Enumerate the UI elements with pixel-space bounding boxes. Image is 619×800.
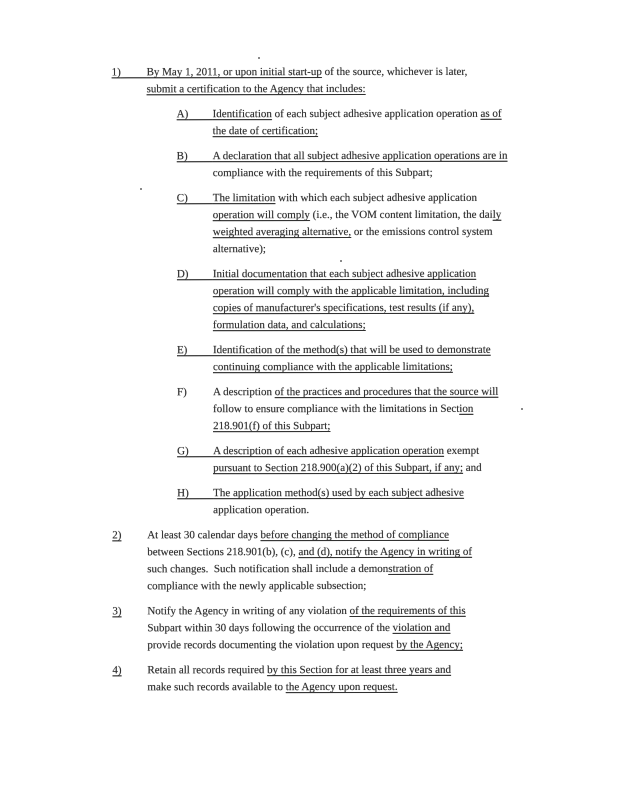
item-marker-label: 1) xyxy=(111,66,121,79)
item-body xyxy=(213,443,482,477)
list-item xyxy=(112,64,582,99)
text-segment: operation will comply xyxy=(212,209,310,222)
text-line xyxy=(147,561,472,578)
text-segment: make such records available to xyxy=(147,681,286,694)
text-line xyxy=(147,81,468,98)
text-segment: A description of each adhesive application operation xyxy=(213,444,445,458)
text-segment: such changes. Such notification shall include a demon xyxy=(147,562,389,576)
text-segment: the Agency upon request. xyxy=(285,680,398,694)
text-segment: or the emissions control system xyxy=(351,225,493,238)
item-body xyxy=(213,190,502,258)
item-marker xyxy=(112,527,147,544)
item-marker-label: A) xyxy=(176,108,189,121)
text-line xyxy=(213,342,491,359)
document-body xyxy=(112,64,583,705)
text-line xyxy=(213,359,491,376)
text-segment: Initial documentation that each subject adhesive application xyxy=(212,267,477,281)
scan-speck xyxy=(258,57,260,59)
item-marker-label: 3) xyxy=(112,605,122,618)
text-segment: pursuant to Section 218.900(a)(2) of this Subpart, if any; xyxy=(213,461,464,475)
text-line xyxy=(147,578,472,595)
marker-gap-underline xyxy=(187,344,213,356)
marker-gap-underline xyxy=(189,445,213,457)
text-segment: compliance with the requirements of this Subpart; xyxy=(212,166,433,180)
text-segment: by the Agency; xyxy=(396,638,463,651)
list-item xyxy=(177,148,582,183)
text-segment: alternative); xyxy=(212,243,266,256)
text-segment: violation and xyxy=(392,621,451,634)
text-segment: ly xyxy=(492,208,502,221)
text-segment: as of xyxy=(480,107,502,120)
text-line xyxy=(213,443,482,460)
item-marker xyxy=(177,443,213,460)
item-marker xyxy=(112,64,147,81)
text-segment: of each subject adhesive application operation xyxy=(271,107,481,121)
item-body xyxy=(147,662,451,696)
text-segment: provide records documenting the violation upon request xyxy=(147,638,397,652)
text-segment: At least 30 calendar days xyxy=(147,529,261,542)
text-segment: (i.e., the VOM content limitation, the dai xyxy=(309,208,493,222)
text-line xyxy=(147,637,465,654)
item-body xyxy=(147,64,468,98)
list-item xyxy=(177,106,582,141)
text-line xyxy=(147,544,472,561)
list-item xyxy=(177,485,582,520)
item-marker xyxy=(177,190,213,207)
item-marker xyxy=(112,662,147,679)
item-marker xyxy=(112,603,147,620)
list-item xyxy=(112,527,582,596)
list-item xyxy=(177,342,582,377)
item-body xyxy=(213,106,502,140)
text-segment: copies of manufacturer's specifications, test results (if any), xyxy=(212,301,475,315)
text-segment: and (d), notify the Agency in writing of xyxy=(298,545,472,559)
text-line xyxy=(213,300,489,317)
text-line xyxy=(213,165,508,182)
scan-speck xyxy=(521,408,523,410)
text-line xyxy=(147,64,468,81)
text-line xyxy=(213,283,489,300)
text-line xyxy=(147,662,451,679)
item-marker-label: D) xyxy=(176,268,189,281)
item-body xyxy=(213,485,464,519)
item-body xyxy=(213,266,489,334)
text-segment: of the requirements of this xyxy=(349,604,466,617)
text-segment: stration of xyxy=(388,562,434,575)
text-segment: between Sections 218.901(b), (c), xyxy=(147,546,299,559)
text-segment: continuing compliance with the applicable limitations; xyxy=(212,360,453,374)
text-segment: Identification of the method(s) that will be used to demonstrate xyxy=(212,343,491,357)
text-segment: with which each subject adhesive application xyxy=(275,191,477,205)
marker-gap-underline xyxy=(121,66,147,78)
text-line xyxy=(213,106,502,123)
item-marker-label: C) xyxy=(176,192,188,205)
item-marker xyxy=(177,106,213,123)
item-marker-label: 2) xyxy=(112,529,122,542)
text-line xyxy=(147,603,465,620)
text-segment: Notify the Agency in writing of any violation xyxy=(147,604,350,618)
item-body xyxy=(147,603,465,654)
text-segment: before changing the method of compliance xyxy=(260,528,450,542)
item-marker-label: E) xyxy=(176,344,188,357)
text-line xyxy=(213,460,482,477)
text-line xyxy=(147,527,472,544)
list-item xyxy=(177,190,582,259)
text-line xyxy=(213,485,464,502)
text-segment: A declaration that all subject adhesive application operations are in xyxy=(212,149,508,163)
text-line xyxy=(147,679,451,696)
text-line xyxy=(213,502,464,519)
text-line xyxy=(213,266,489,283)
item-body xyxy=(213,148,508,182)
list-item xyxy=(177,266,582,335)
text-segment: submit a certification to the Agency that includes: xyxy=(146,82,366,96)
text-segment: the date of certification; xyxy=(212,125,319,138)
text-line xyxy=(213,207,502,224)
marker-gap-underline xyxy=(188,150,213,162)
text-segment: and xyxy=(463,461,482,474)
text-segment: Identification xyxy=(212,108,272,121)
list-item xyxy=(112,662,582,697)
text-line xyxy=(213,418,498,435)
scan-speck xyxy=(140,188,142,190)
text-line xyxy=(213,224,502,241)
marker-gap-underline xyxy=(188,192,213,204)
marker-gap-underline xyxy=(188,268,212,280)
item-marker xyxy=(177,148,213,165)
item-body xyxy=(213,342,491,376)
text-line xyxy=(147,620,465,637)
text-line xyxy=(213,148,508,165)
text-segment: Retain all records required xyxy=(147,664,268,677)
text-line xyxy=(213,190,502,207)
item-marker-label: 4) xyxy=(112,664,122,677)
text-segment: The limitation xyxy=(212,192,276,205)
item-marker xyxy=(177,266,213,283)
item-marker-label: G) xyxy=(177,445,189,458)
item-marker-label: H) xyxy=(177,487,189,500)
text-segment: of the practices and procedures that the source will xyxy=(274,385,499,399)
marker-gap-underline xyxy=(189,487,213,499)
text-segment: by this Section for at least three years and xyxy=(267,663,452,677)
text-line xyxy=(213,123,502,140)
item-marker-label: F) xyxy=(177,386,187,399)
text-segment: 218.901(f) of this Subpart; xyxy=(213,420,331,433)
text-line xyxy=(213,317,489,334)
text-segment: exempt xyxy=(444,444,480,457)
item-marker xyxy=(177,384,213,401)
text-segment: By May 1, 2011, or upon initial start-up xyxy=(146,66,322,79)
text-segment: weighted averaging alternative, xyxy=(212,225,352,239)
text-line xyxy=(213,401,498,418)
text-segment: A description xyxy=(213,386,275,399)
text-segment: of the source, whichever is later, xyxy=(321,65,468,79)
text-segment: Subpart within 30 days following the occurrence of the xyxy=(147,621,393,635)
marker-gap-underline xyxy=(188,108,212,120)
item-marker xyxy=(177,342,213,359)
list-item xyxy=(112,603,582,655)
text-segment: ion xyxy=(459,402,474,415)
text-segment: operation will comply with the applicable limitation, including xyxy=(212,284,490,298)
list-item xyxy=(177,443,582,478)
item-body xyxy=(147,527,472,595)
text-segment: follow to ensure compliance with the limitations in Sect xyxy=(213,402,460,416)
item-body xyxy=(213,384,498,435)
scan-speck xyxy=(340,260,342,262)
text-segment: The application method(s) used by each subject adhesive xyxy=(213,486,464,500)
text-line xyxy=(213,384,498,401)
item-marker-label: B) xyxy=(176,150,188,163)
text-line xyxy=(213,241,502,258)
item-marker xyxy=(177,485,213,502)
text-segment: compliance with the newly applicable subsection; xyxy=(147,579,367,593)
text-segment: formulation data, and calculations; xyxy=(212,318,366,332)
text-segment: application operation. xyxy=(213,504,310,517)
